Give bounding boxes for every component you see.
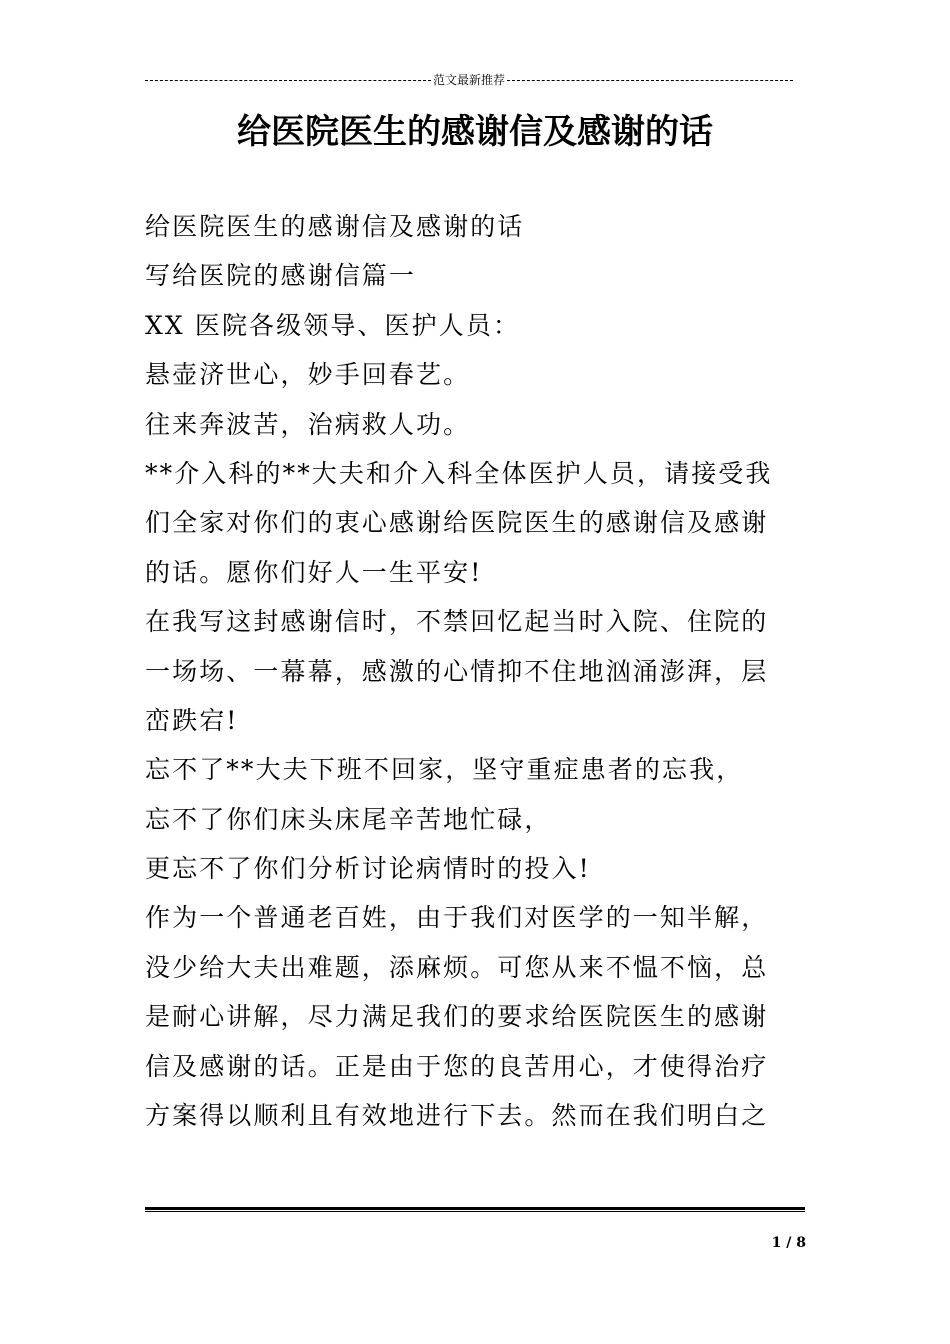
footer-rule-thick [145,1207,805,1210]
header-label: 范文最新推荐 [433,73,506,87]
body-line: XX 医院各级领导、医护人员： [145,310,521,340]
body-line: 峦跌宕! [145,705,239,735]
page-header [145,72,793,88]
body-line: 悬壶济世心，妙手回春艺。 [145,360,471,390]
page-number: 1 / 8 [771,1235,806,1251]
body-line: 的话。愿你们好人一生平安! [145,557,483,587]
document-title: 给医院医生的感谢信及感谢的话 [237,112,713,152]
header-dashed-rule-right [507,80,793,81]
footer-rule-thin [145,1211,805,1212]
body-line: 们全家对你们的衷心感谢给医院医生的感谢信及感谢 [145,508,769,538]
body-line: 忘不了**大夫下班不回家，坚守重症患者的忘我， [145,755,744,785]
body-line: 没少给大夫出难题，添麻烦。可您从来不愠不恼，总 [145,952,769,982]
footer-rule [145,1207,805,1212]
body-line: 往来奔波苦，治病救人功。 [145,409,471,439]
body-line: 给医院医生的感谢信及感谢的话 [145,212,525,241]
body-line: 忘不了你们床头床尾辛苦地忙碌， [145,804,552,834]
body-line: 在我写这封感谢信时，不禁回忆起当时入院、住院的 [145,607,769,637]
header-dashed-rule-left [145,80,431,81]
body-line: 方案得以顺利且有效地进行下去。然而在我们明白之 [145,1101,769,1131]
body-line: 更忘不了你们分析讨论病情时的投入! [145,854,591,884]
body-line: 一场场、一幕幕，感激的心情抑不住地汹涌澎湃，层 [145,656,769,686]
body-line: **介入科的**大夫和介入科全体医护人员，请接受我 [145,458,773,488]
body-line: 写给医院的感谢信篇一 [145,261,417,291]
document-body [145,202,810,1140]
body-line: 是耐心讲解，尽力满足我们的要求给医院医生的感谢 [145,1002,769,1032]
body-line: 信及感谢的话。正是由于您的良苦用心，才使得治疗 [145,1051,769,1081]
body-line: 作为一个普通老百姓，由于我们对医学的一知半解， [145,903,769,933]
